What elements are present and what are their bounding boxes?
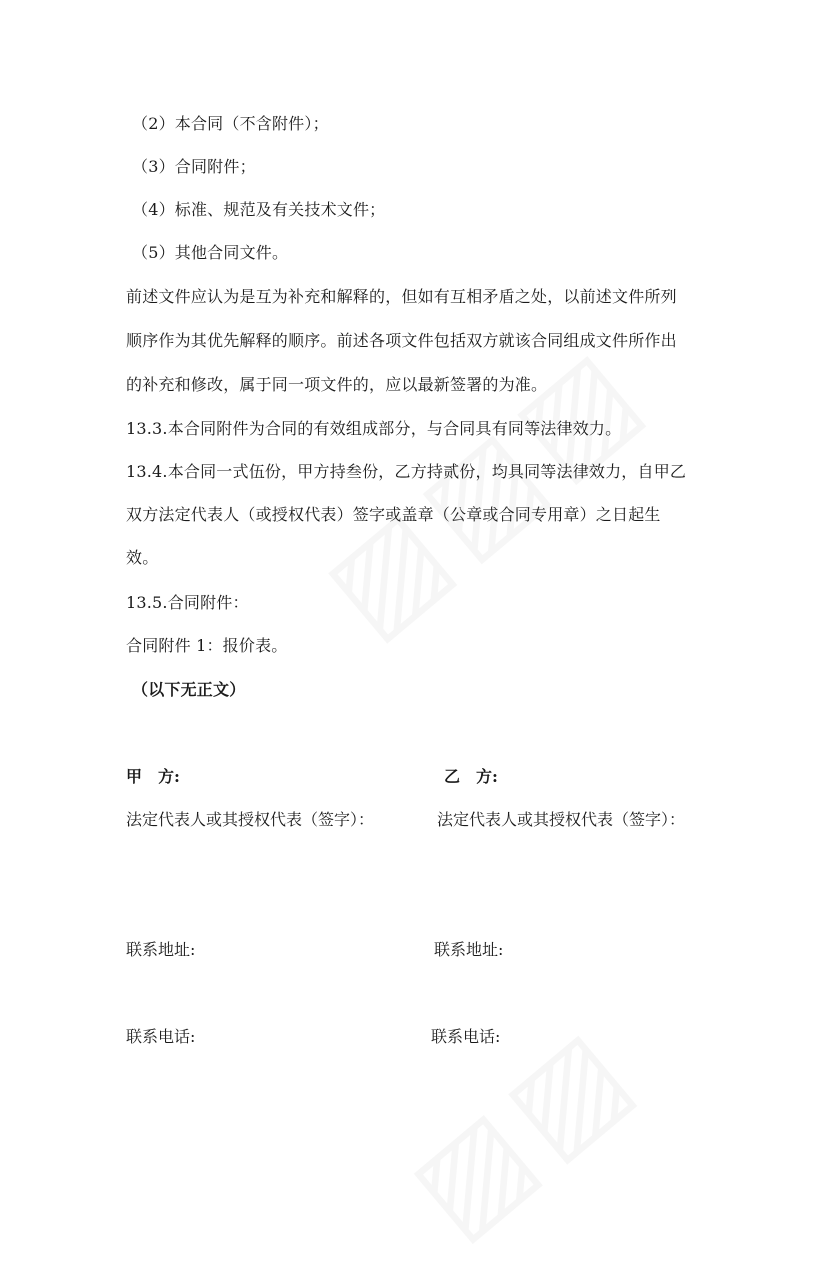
clause-13-4-line: 效。 [126, 548, 159, 567]
party-a-title: 甲 方: [126, 767, 180, 786]
paragraph-line: 的补充和修改，属于同一项文件的，应以最新签署的为准。 [126, 375, 548, 394]
clause-13-4-line: 13.4.本合同一式伍份，甲方持叁份，乙方持贰份，均具同等法律效力，自甲乙 [126, 462, 687, 481]
end-note: （以下无正文） [132, 680, 246, 699]
party-a-address-label: 联系地址: [126, 940, 196, 959]
clause-13-5: 13.5.合同附件： [126, 593, 249, 612]
list-item-5: （5）其他合同文件。 [132, 243, 289, 262]
attachment-1: 合同附件 1：报价表。 [126, 636, 288, 655]
clause-13-3: 13.3.本合同附件为合同的有效组成部分，与合同具有同等法律效力。 [126, 419, 622, 438]
watermark-bottom [384, 997, 662, 1262]
list-item-3: （3）合同附件； [132, 157, 256, 176]
watermark [299, 317, 672, 661]
party-b-address-label: 联系地址: [434, 940, 504, 959]
party-a-phone-label: 联系电话: [126, 1027, 196, 1046]
party-b-rep-label: 法定代表人或其授权代表（签字）： [437, 810, 686, 829]
paragraph-line: 顺序作为其优先解释的顺序。前述各项文件包括双方就该合同组成文件所作出 [126, 331, 677, 350]
clause-13-4-line: 双方法定代表人（或授权代表）签字或盖章（公章或合同专用章）之日起生 [126, 505, 661, 524]
paragraph-line: 前述文件应认为是互为补充和解释的，但如有互相矛盾之处，以前述文件所列 [126, 287, 677, 306]
party-b-phone-label: 联系电话: [431, 1027, 501, 1046]
list-item-4: （4）标准、规范及有关技术文件； [132, 200, 386, 219]
party-a-rep-label: 法定代表人或其授权代表（签字）： [126, 810, 375, 829]
party-b-title: 乙 方: [444, 767, 498, 786]
list-item-2: （2）本合同（不含附件）； [132, 114, 329, 133]
